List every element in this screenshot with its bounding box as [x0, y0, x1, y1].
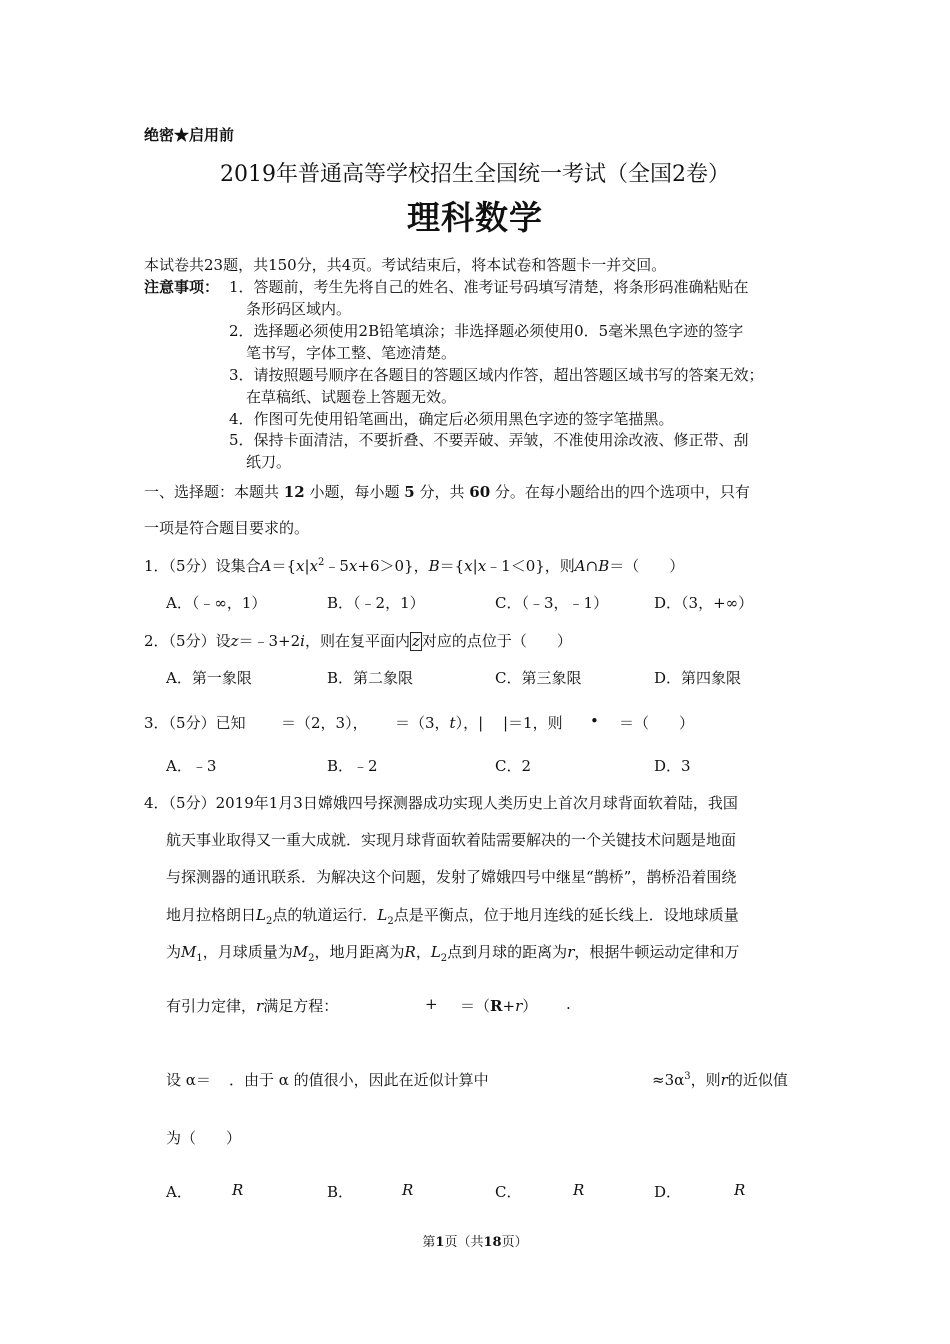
q4-line-2: 航天事业取得又一重大成就．实现月球背面软着陆需要解决的一个关键技术问题是地面 — [166, 831, 737, 849]
q1-text: ＝{ — [439, 557, 465, 575]
q3-var: t — [449, 714, 456, 732]
q4-text: ， — [415, 943, 431, 961]
q4-var: L — [430, 943, 441, 961]
notice-item-2: 2．选择题必须使用2B铅笔填涂；非选择题必须使用0．5毫米黑色字迹的签字 — [229, 322, 744, 340]
q4-text: ，根据牛顿运动定律和万 — [574, 943, 740, 961]
section-heading-text: 分，共 — [419, 483, 465, 501]
q3-vector-ac — [395, 712, 483, 733]
notice-item-3-cont: 在草稿纸、试题卷上答题无效。 — [246, 388, 457, 406]
q4-option-d-var: R — [734, 1181, 746, 1199]
q1-text: ﹣5 — [324, 557, 349, 575]
question-count: 12 — [283, 483, 305, 501]
equation-rhs — [460, 995, 537, 1016]
notice-item-1: 1．答题前，考生先将自己的姓名、准考证号码填写清楚，将条形码准确粘贴在 — [229, 278, 749, 296]
equation-text: ＝（ — [460, 997, 491, 1015]
q1-var: B — [598, 557, 610, 575]
q1-var: A — [260, 557, 272, 575]
q4-text: 满足方程： — [263, 997, 339, 1015]
q3-option-a: A．﹣3 — [166, 757, 217, 775]
q1-text: ＝（ ） — [609, 557, 685, 575]
conjugate-z-box: z — [411, 632, 420, 650]
q3-option-c: C．2 — [495, 757, 532, 775]
equation-var: r — [515, 997, 523, 1015]
q1-var: x — [348, 557, 358, 575]
q2-option-c: C．第三象限 — [495, 669, 582, 687]
approx-text: 的近似值 — [727, 1071, 788, 1089]
q4-var: R — [404, 943, 416, 961]
footer-text: 页（共 — [444, 1235, 484, 1250]
q4-var: L — [377, 906, 388, 924]
section-heading-text: 分。在每小题给出的四个选项中，只有 — [494, 483, 750, 501]
q4-text: 为 — [166, 943, 182, 961]
question-2-stem — [144, 630, 572, 651]
notice-item-5: 5．保持卡面清洁，不要折叠、不要弄破、弄皱，不准使用涂改液、修正带、刮 — [229, 431, 749, 449]
q4-option-a-label: A． — [166, 1183, 192, 1201]
q1-var: x — [309, 557, 318, 575]
equation-plus: + — [425, 995, 438, 1013]
q1-text: ＝{ — [271, 557, 296, 575]
exam-subject: 理科数学 — [407, 198, 543, 237]
q4-option-d-label: D． — [654, 1183, 682, 1201]
exam-title: 2019年普通高等学校招生全国统一考试（全国2卷） — [220, 162, 730, 187]
approx-text: ，则 — [690, 1071, 721, 1089]
question-1-stem — [144, 555, 684, 576]
q1-text: 1．（5分）设集合 — [144, 557, 261, 575]
q1-text: | — [304, 557, 310, 575]
q1-exponent: 2 — [317, 557, 325, 568]
alpha-explanation: ．由于 α 的值很小，因此在近似计算中 — [229, 1071, 489, 1089]
q4-var: r — [567, 943, 575, 961]
q1-text: +6＞0}， — [357, 557, 429, 575]
q4-subscript: 1 — [196, 953, 203, 964]
equation-text: ） — [522, 997, 538, 1015]
equation-var: R — [490, 997, 503, 1015]
q2-text: 2．（5分）设 — [144, 632, 231, 650]
q4-text: ，月球质量为 — [202, 943, 293, 961]
q1-var: B — [428, 557, 440, 575]
q4-option-b-var: R — [402, 1181, 414, 1199]
q4-var: M — [292, 943, 309, 961]
q3-option-d: D．3 — [654, 757, 691, 775]
q3-option-b: B．﹣2 — [327, 757, 378, 775]
q4-subscript: 2 — [387, 916, 394, 927]
equation-period: . — [566, 995, 571, 1013]
q3-norm: |＝1，则 — [503, 714, 563, 732]
q1-var: x — [464, 557, 473, 575]
q2-text: ，则在复平面内 — [304, 632, 410, 650]
q1-var: x — [295, 557, 305, 575]
q2-var: i — [300, 632, 305, 650]
q4-option-b-label: B． — [327, 1183, 354, 1201]
q4-subscript: 2 — [308, 953, 315, 964]
footer-text: 页） — [501, 1235, 528, 1250]
total-points: 60 — [469, 483, 491, 501]
section-heading-text: 一、选择题：本题共 — [144, 483, 280, 501]
q4-var: L — [256, 906, 266, 924]
q4-option-c-var: R — [573, 1181, 585, 1199]
page-number: 1 — [435, 1235, 445, 1250]
q3-text: ），| — [455, 714, 484, 732]
notice-item-5-cont: 纸刀。 — [246, 453, 292, 471]
q1-text: | — [472, 557, 478, 575]
q4-text: 地月拉格朗日 — [166, 906, 257, 924]
equation-text: + — [502, 997, 516, 1015]
q4-text: 点到月球的距离为 — [447, 943, 568, 961]
notice-label: 注意事项： — [144, 278, 220, 296]
approx-var: r — [720, 1071, 728, 1089]
q4-text: 点是平衡点，位于地月连线的延长线上．设地球质量 — [393, 906, 739, 924]
q2-option-a: A．第一象限 — [166, 669, 252, 687]
q2-option-b: B．第二象限 — [327, 669, 414, 687]
q4-option-c-label: C． — [495, 1183, 522, 1201]
approx-text: ≈3α — [652, 1071, 685, 1089]
page-total: 18 — [483, 1235, 502, 1250]
q2-var: z — [230, 632, 239, 650]
page-footer — [0, 1231, 950, 1250]
q1-option-b: B．（﹣2，1） — [327, 594, 425, 612]
q1-option-d: D．（3，+∞） — [654, 594, 754, 612]
alpha-approx — [652, 1069, 788, 1090]
exam-intro: 本试卷共23题，共150分，共4页。考试结束后，将本试卷和答题卡一并交回。 — [144, 256, 667, 274]
q3-lead: 3．（5分）已知 — [144, 714, 246, 732]
approx-exponent: 3 — [684, 1071, 691, 1082]
section-heading-cont: 一项是符合题目要求的。 — [144, 519, 310, 537]
q3-answer-paren: ＝（ ） — [619, 714, 695, 732]
q4-var: M — [181, 943, 197, 961]
q2-option-d: D．第四象限 — [654, 669, 742, 687]
q4-text: 有引力定律， — [166, 997, 257, 1015]
q4-text: ，地月距离为 — [314, 943, 405, 961]
q1-var: x — [477, 557, 487, 575]
q3-text: ＝（3， — [395, 714, 450, 732]
q4-var: r — [256, 997, 264, 1015]
q1-option-c: C．（﹣3，﹣1） — [495, 594, 609, 612]
q4-answer-paren: 为（ ） — [166, 1129, 242, 1147]
q1-var: A — [574, 557, 586, 575]
section-heading — [144, 481, 750, 502]
q4-subscript: 2 — [265, 916, 273, 927]
notice-item-2-cont: 笔书写，字体工整、笔迹清楚。 — [246, 344, 457, 362]
confidential-label: 绝密★启用前 — [144, 126, 235, 144]
section-heading-text: 小题，每小题 — [309, 483, 400, 501]
q4-subscript: 2 — [440, 953, 448, 964]
q1-option-a: A．（﹣∞，1） — [166, 594, 267, 612]
q4-text: 点的轨道运行． — [272, 906, 378, 924]
q4-option-a-var: R — [232, 1181, 244, 1199]
points-per-question: 5 — [404, 483, 415, 501]
q1-text: ∩ — [585, 557, 599, 575]
q3-vector-ab: ＝（2，3）， — [281, 714, 368, 732]
notice-item-1-cont: 条形码区域内。 — [246, 300, 352, 318]
footer-text: 第 — [422, 1235, 436, 1250]
q4-equation-lead — [166, 995, 338, 1016]
q3-dot: • — [590, 712, 599, 730]
q2-text: 对应的点位于（ ） — [421, 632, 572, 650]
q4-line-5 — [166, 941, 739, 964]
q4-line-3: 与探测器的通讯联系．为解决这个问题，发射了嫦娥四号中继星“鹊桥”，鹊桥沿着围绕 — [166, 868, 737, 886]
notice-item-3: 3．请按照题号顺序在各题目的答题区域内作答，超出答题区域书写的答案无效； — [229, 366, 764, 384]
alpha-definition: 设 α＝ — [166, 1071, 211, 1089]
notice-item-4: 4．作图可先使用铅笔画出，确定后必须用黑色字迹的签字笔描黑。 — [229, 410, 674, 428]
q4-line-4 — [166, 904, 739, 927]
q1-text: ﹣1＜0}，则 — [486, 557, 575, 575]
q2-text: ＝﹣3+2 — [238, 632, 301, 650]
q4-line-1: 4．（5分）2019年1月3日嫦娥四号探测器成功实现人类历史上首次月球背面软着陆，我国 — [144, 794, 738, 812]
